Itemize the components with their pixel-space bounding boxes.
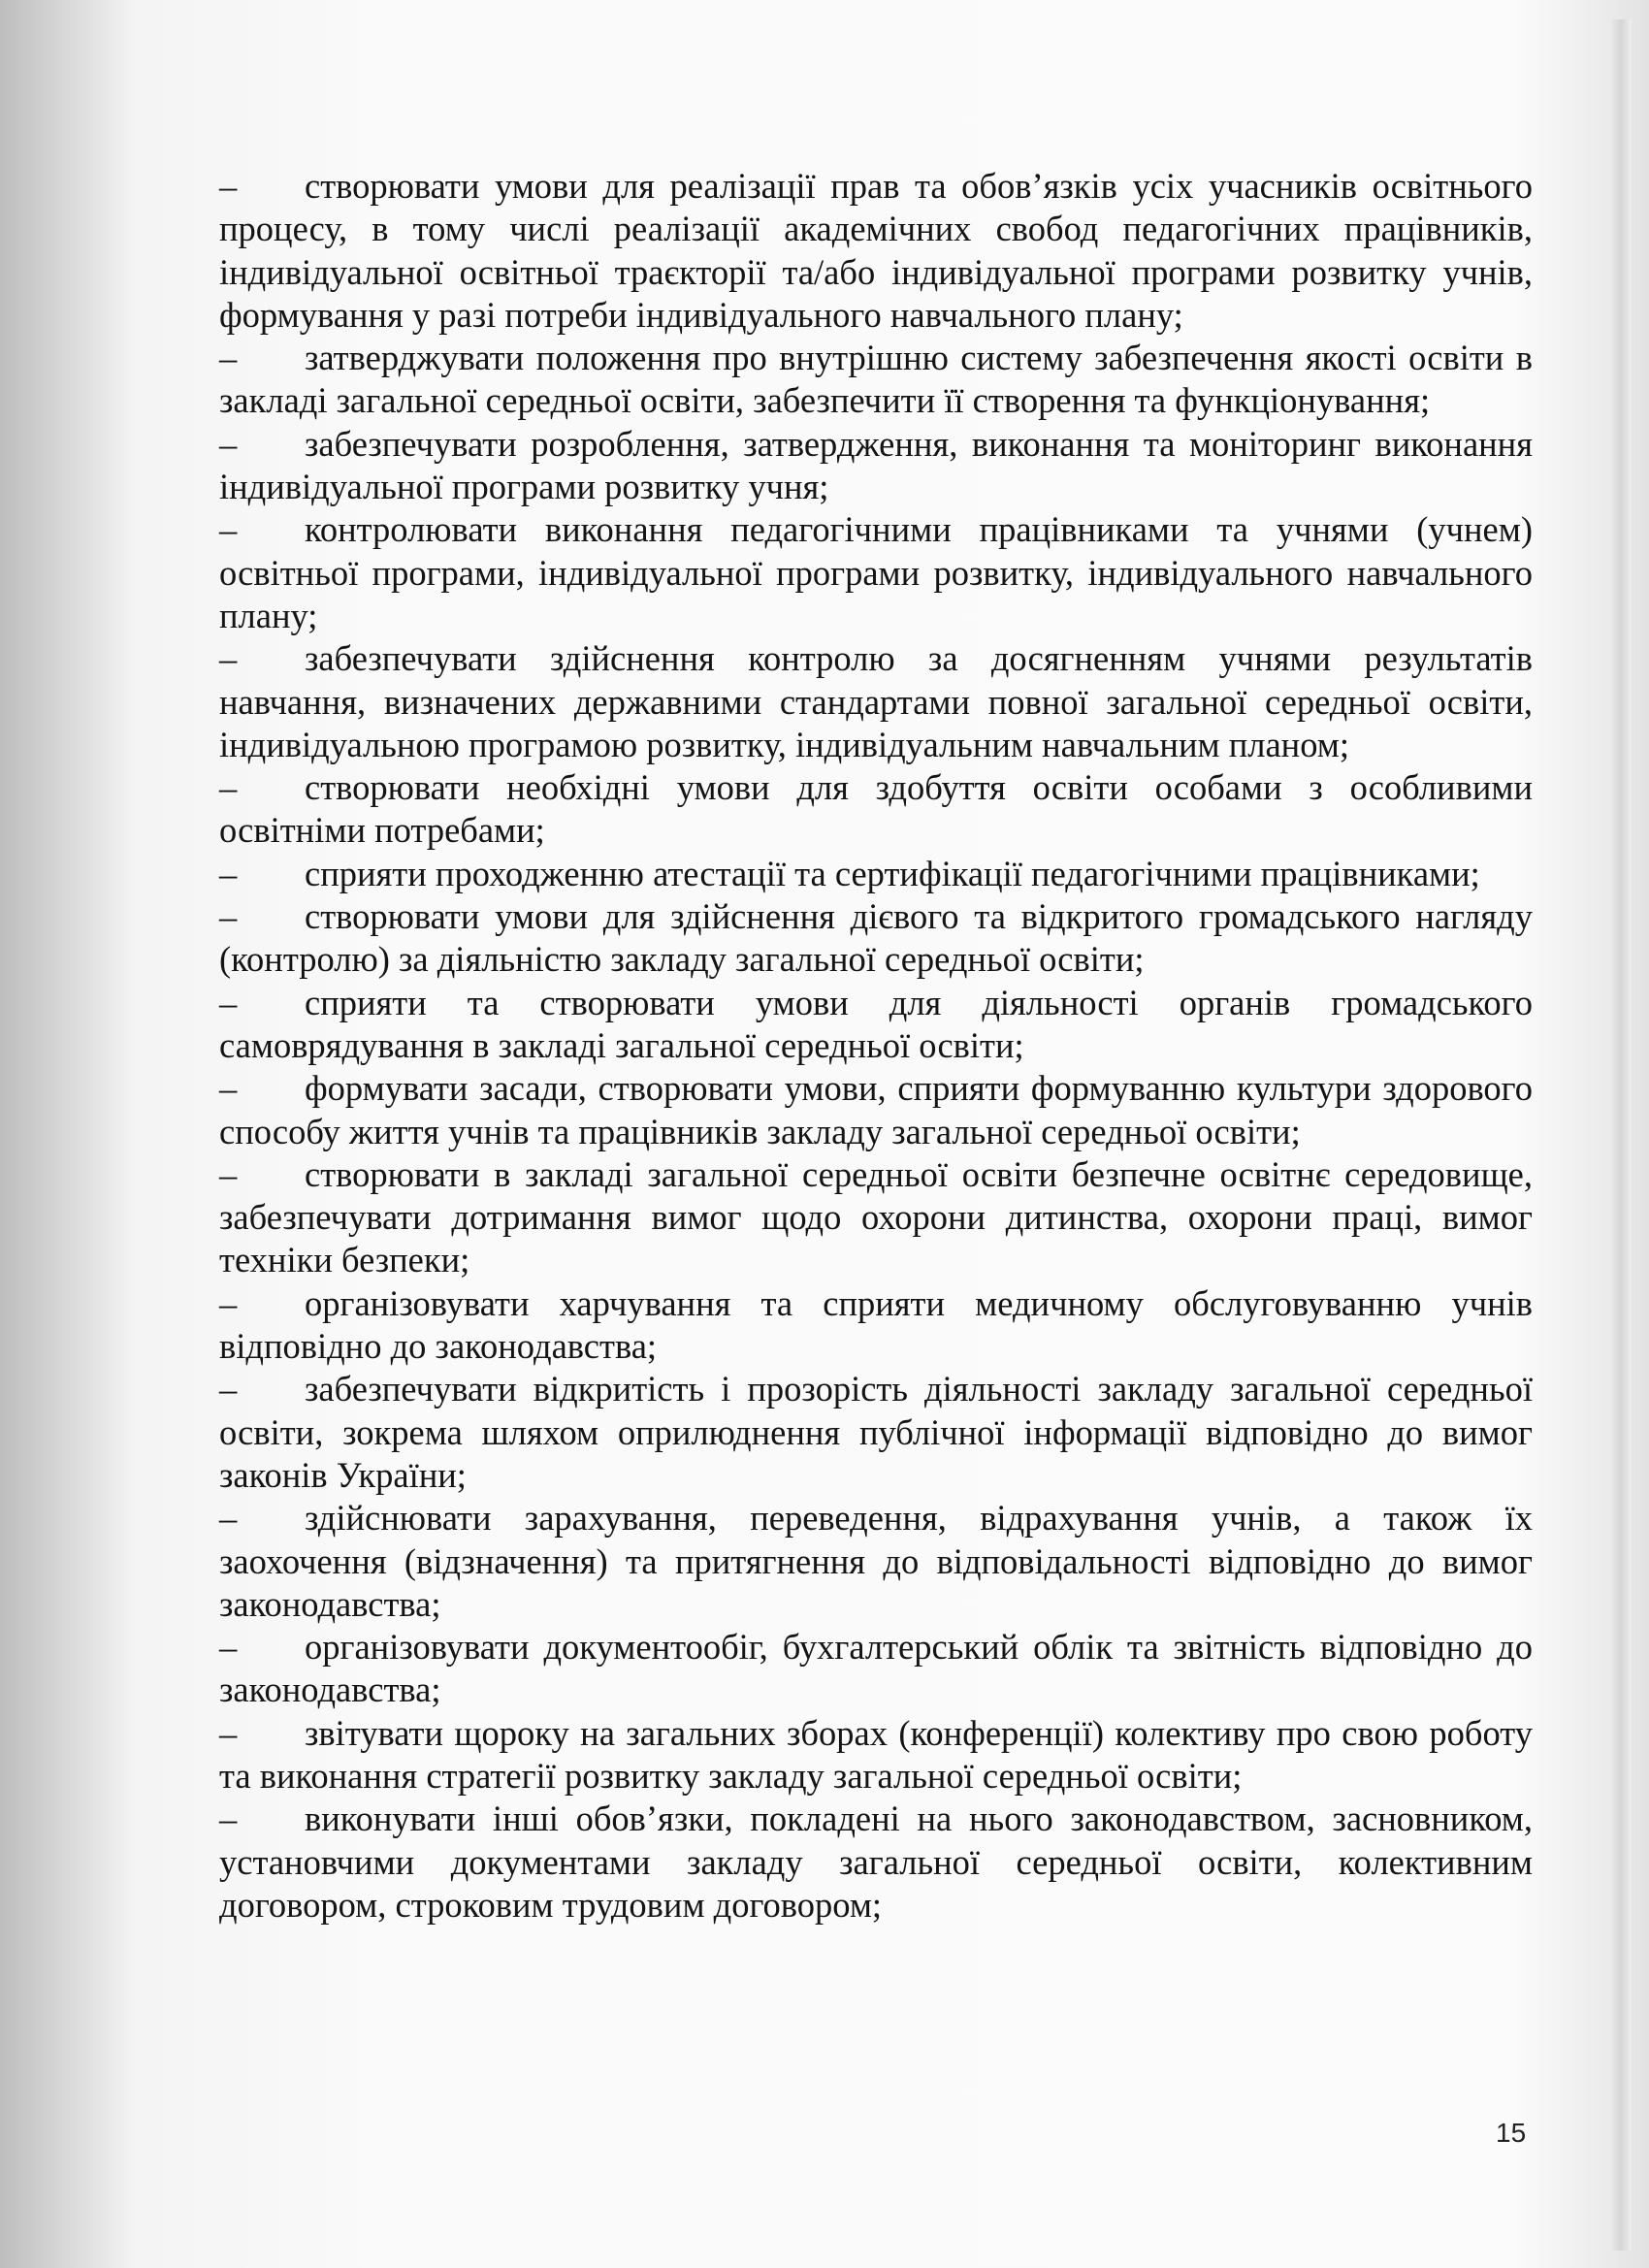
list-dash: – bbox=[219, 1627, 238, 1668]
list-dash: – bbox=[219, 896, 238, 937]
list-item-text: здійснювати зарахування, переведення, відрахування учнів, а також їх заохочення (відзначення) та притягнення до відповідальності відповідно до вимог законодавства; bbox=[219, 1498, 1533, 1624]
list-item-text: виконувати інші обов’язки, покладені на нього законодавством, засновником, установчими документами закладу загальної середньої освіти, колективним договором, строковим трудовим договором; bbox=[219, 1798, 1533, 1925]
list-item bbox=[219, 766, 1533, 853]
list-dash: – bbox=[219, 1153, 238, 1194]
list-item bbox=[219, 1067, 1533, 1153]
list-item-text: організовувати харчування та сприяти медичному обслуговуванню учнів відповідно до законодавства; bbox=[219, 1282, 1533, 1367]
list-dash: – bbox=[219, 1369, 238, 1409]
list-dash: – bbox=[219, 1282, 238, 1323]
list-item bbox=[219, 1282, 1533, 1369]
list-item-text: звітувати щороку на загальних зборах (конференції) колективу про свою роботу та виконання стратегії розвитку закладу загальної середньої освіти; bbox=[219, 1712, 1533, 1796]
list-item-text: формувати засади, створювати умови, сприяти формуванню культури здорового способу життя учнів та працівників закладу загальної середньої освіти; bbox=[219, 1068, 1533, 1151]
list-item-text: організовувати документообіг, бухгалтерський облік та звітність відповідно до законодавства; bbox=[219, 1627, 1533, 1710]
list-dash: – bbox=[219, 638, 238, 679]
list-dash: – bbox=[219, 509, 238, 550]
list-item bbox=[219, 1626, 1533, 1712]
list-item bbox=[219, 853, 1533, 895]
list-dash: – bbox=[219, 1712, 238, 1753]
list-item bbox=[219, 1712, 1533, 1798]
list-dash: – bbox=[219, 1498, 238, 1539]
list-item bbox=[219, 1153, 1533, 1282]
list-item-text: забезпечувати розроблення, затвердження, виконання та моніторинг виконання індивідуальної програми розвитку учня; bbox=[219, 423, 1533, 507]
list-dash: – bbox=[219, 853, 238, 893]
list-item bbox=[219, 1798, 1533, 1927]
list-item bbox=[219, 637, 1533, 766]
list-item bbox=[219, 982, 1533, 1068]
list-item-text: створювати необхідні умови для здобуття освіти особами з особливими освітніми потребами; bbox=[219, 767, 1533, 851]
list-item-text: забезпечувати здійснення контролю за досягненням учнями результатів навчання, визначених державними стандартами повної загальної середньої освіти, індивідуальною програмою розвитку, індивідуальним навчальним планом; bbox=[219, 638, 1533, 764]
list-item bbox=[219, 1368, 1533, 1497]
list-dash: – bbox=[219, 166, 238, 206]
list-item bbox=[219, 165, 1533, 337]
list-dash: – bbox=[219, 423, 238, 464]
list-item bbox=[219, 895, 1533, 982]
list-item bbox=[219, 508, 1533, 637]
list-item-text: сприяти проходженню атестації та сертифікації педагогічними працівниками; bbox=[305, 853, 1480, 893]
duties-list bbox=[219, 165, 1533, 1927]
list-item-text: створювати умови для реалізації прав та обов’язків усіх учасників освітнього процесу, в тому числі реалізації академічних свобод педагогічних працівників, індивідуальної освітньої траєкторії та/або індивідуальної програми розвитку учнів, формування у разі потреби індивідуального навчального плану; bbox=[219, 166, 1533, 335]
list-item-text: забезпечувати відкритість і прозорість діяльності закладу загальної середньої освіти, зокрема шляхом оприлюднення публічної інформації відповідно до вимог законів України; bbox=[219, 1369, 1533, 1495]
list-item-text: створювати в закладі загальної середньої освіти безпечне освітнє середовище, забезпечувати дотримання вимог щодо охорони дитинства, охорони праці, вимог техніки безпеки; bbox=[219, 1153, 1533, 1280]
list-dash: – bbox=[219, 1068, 238, 1109]
list-dash: – bbox=[219, 1798, 238, 1839]
list-dash: – bbox=[219, 982, 238, 1022]
list-item-text: затверджувати положення про внутрішню систему забезпечення якості освіти в закладі загальної середньої освіти, забезпечити її створення та функціонування; bbox=[219, 338, 1533, 421]
list-item bbox=[219, 1497, 1533, 1626]
list-item bbox=[219, 423, 1533, 509]
list-dash: – bbox=[219, 767, 238, 808]
list-item-text: створювати умови для здійснення дієвого та відкритого громадського нагляду (контролю) за діяльністю закладу загальної середньої освіти; bbox=[219, 896, 1533, 980]
page-fold-shadow bbox=[1610, 19, 1632, 2251]
page-number: 15 bbox=[1496, 2118, 1527, 2148]
list-item-text: сприяти та створювати умови для діяльності органів громадського самоврядування в закладі загальної середньої освіти; bbox=[219, 982, 1533, 1065]
list-dash: – bbox=[219, 338, 238, 378]
list-item-text: контролювати виконання педагогічними працівниками та учнями (учнем) освітньої програми, індивідуальної програми розвитку, індивідуального навчального плану; bbox=[219, 509, 1533, 635]
list-item bbox=[219, 337, 1533, 423]
